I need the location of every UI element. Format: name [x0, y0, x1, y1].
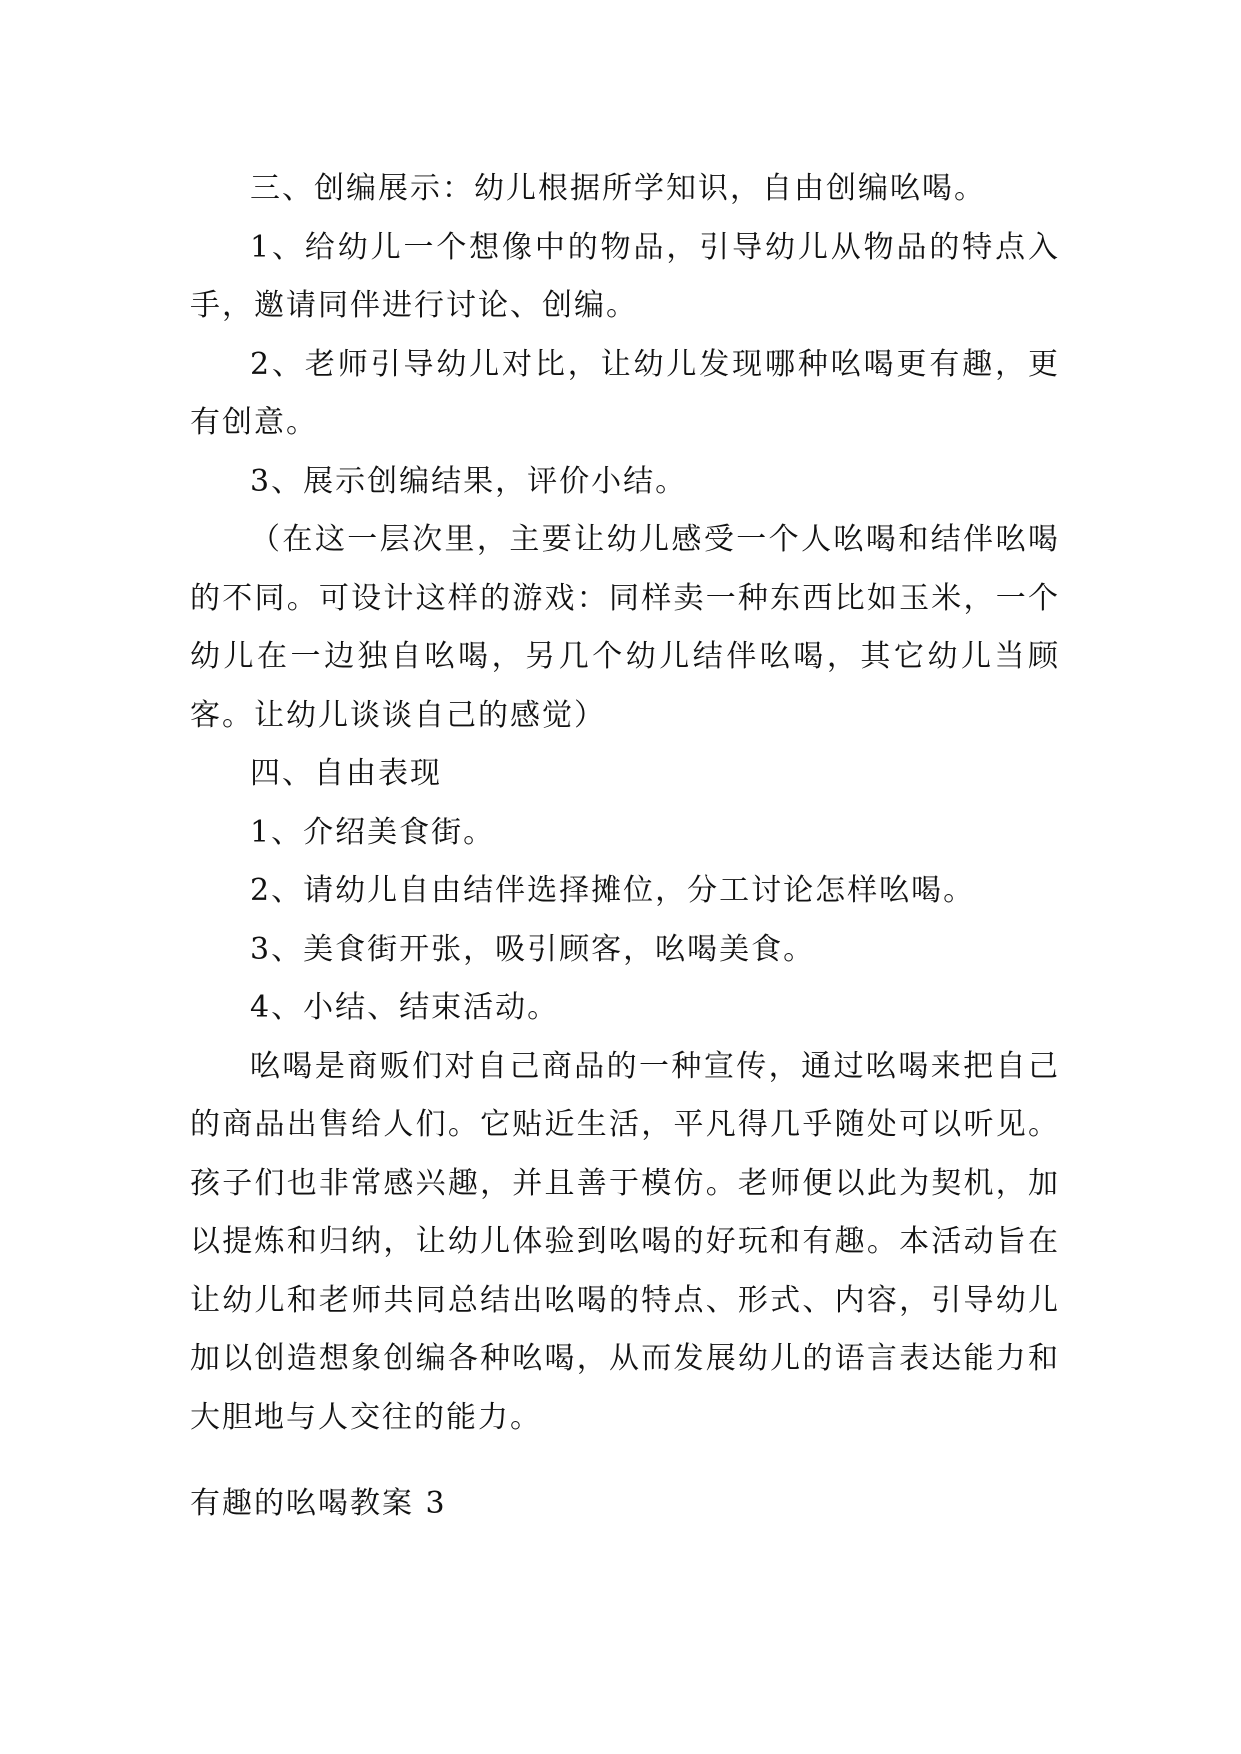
paragraph-food-street-4: 4、小结、结束活动。: [250, 990, 560, 1025]
paragraph-free-expression: 四、自由表现: [250, 756, 442, 791]
paragraph-creative-display: 三、创编展示：幼儿根据所学知识，自由创编吆喝。: [250, 171, 986, 206]
paragraph-step-3: 3、展示创编结果，评价小结。: [250, 463, 688, 499]
paragraph-step-1: 1、给幼儿一个想像中的物品，引导幼儿从物品的特点入手，邀请同伴进行讨论、创编。: [190, 229, 1060, 323]
paragraph-step-2: 2、老师引导幼儿对比，让幼儿发现哪种吆喝更有趣，更有创意。: [190, 346, 1060, 440]
paragraph-reflection: 吆喝是商贩们对自己商品的一种宣传，通过吆喝来把自己的商品出售给人们。它贴近生活，平凡得几乎随处可以听见。孩子们也非常感兴趣，并且善于模仿。老师便以此为契机，加以提炼和归纳，让幼儿体验到吆喝的好玩和有趣。本活动旨在让幼儿和老师共同总结出吆喝的特点、形式、内容，引导幼儿加以创造想象创编各种吆喝，从而发展幼儿的语言表达能力和大胆地与人交往的能力。: [190, 1048, 1060, 1435]
document-body: [190, 160, 1060, 1447]
paragraph-food-street-1: 1、介绍美食街。: [250, 814, 496, 850]
paragraph-note: （在这一层次里，主要让幼儿感受一个人吆喝和结伴吆喝的不同。可设计这样的游戏：同样卖一种东西比如玉米，一个幼儿在一边独自吆喝，另几个幼儿结伴吆喝，其它幼儿当顾客。让幼儿谈谈自己的感觉）: [190, 522, 1060, 733]
paragraph-food-street-3: 3、美食街开张，吸引顾客，吆喝美食。: [250, 931, 816, 967]
paragraph-food-street-2: 2、请幼儿自由结伴选择摊位，分工讨论怎样吆喝。: [250, 873, 976, 908]
section-title: 有趣的吆喝教案 3: [190, 1486, 447, 1521]
